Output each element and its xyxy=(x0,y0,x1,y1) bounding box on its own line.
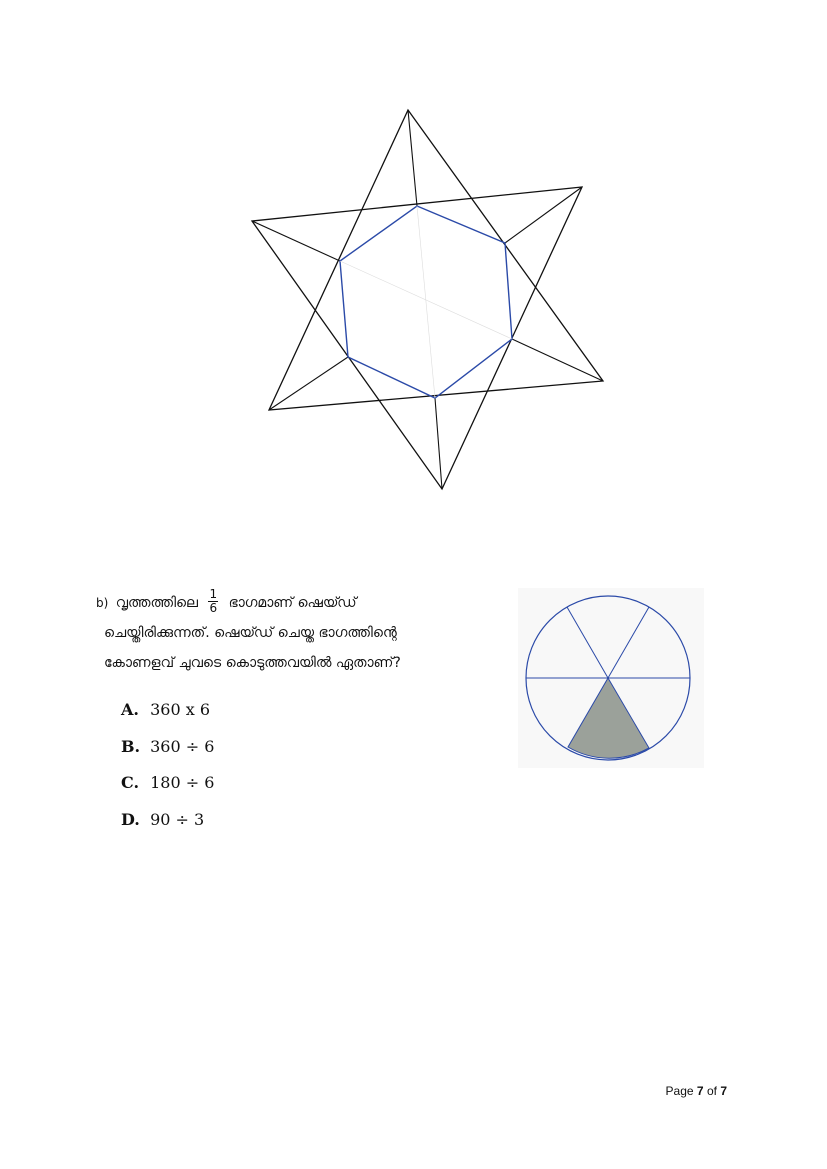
question-line-3: കോണളവ് ചുവടെ കൊടുത്തവയിൽ ഏതാണ്? xyxy=(104,655,401,671)
question-line-2: ചെയ്തിരിക്കുന്നത്. ഷെയ്ഡ് ചെയ്ത ഭാഗത്തിന്റെ xyxy=(104,625,397,641)
circle-sector-figure xyxy=(518,588,704,768)
option-letter: C. xyxy=(121,773,140,793)
footer-current-page: 7 xyxy=(696,1084,704,1098)
footer-total-pages: 7 xyxy=(720,1084,727,1098)
option-text: 90 ÷ 3 xyxy=(150,810,205,830)
option-d[interactable] xyxy=(121,808,214,845)
option-text: 180 ÷ 6 xyxy=(150,773,215,793)
option-letter: B. xyxy=(121,736,141,756)
sector-dividers xyxy=(526,607,690,678)
option-a[interactable] xyxy=(121,698,214,735)
fraction-numerator: 1 xyxy=(209,586,218,601)
question-text-1b: ഭാഗമാണ് ഷെയ്ഡ് xyxy=(228,595,357,611)
footer-page-word: Page xyxy=(665,1084,694,1098)
star-triangle-up xyxy=(269,110,603,410)
footer-of-word: of xyxy=(706,1084,717,1098)
option-c[interactable] xyxy=(121,771,214,808)
option-b[interactable] xyxy=(121,735,214,772)
page-footer xyxy=(666,1084,727,1098)
option-text: 360 ÷ 6 xyxy=(150,736,215,756)
fraction-denominator: 6 xyxy=(209,600,218,615)
fraction-one-sixth xyxy=(208,588,218,615)
answer-options xyxy=(121,698,214,845)
star-inner-lines xyxy=(252,110,603,489)
star-hexagon-figure xyxy=(240,100,620,500)
option-text: 360 x 6 xyxy=(150,700,211,719)
question-text-1a: വൃത്തത്തിലെ xyxy=(115,595,199,611)
question-line-1 xyxy=(96,588,496,618)
question-label: b) xyxy=(96,596,109,610)
star-triangle-down xyxy=(252,187,582,489)
option-letter: A. xyxy=(121,700,139,719)
question-b xyxy=(96,588,496,678)
option-letter: D. xyxy=(121,810,140,830)
shaded-sector xyxy=(568,678,649,758)
star-outline xyxy=(252,110,603,489)
